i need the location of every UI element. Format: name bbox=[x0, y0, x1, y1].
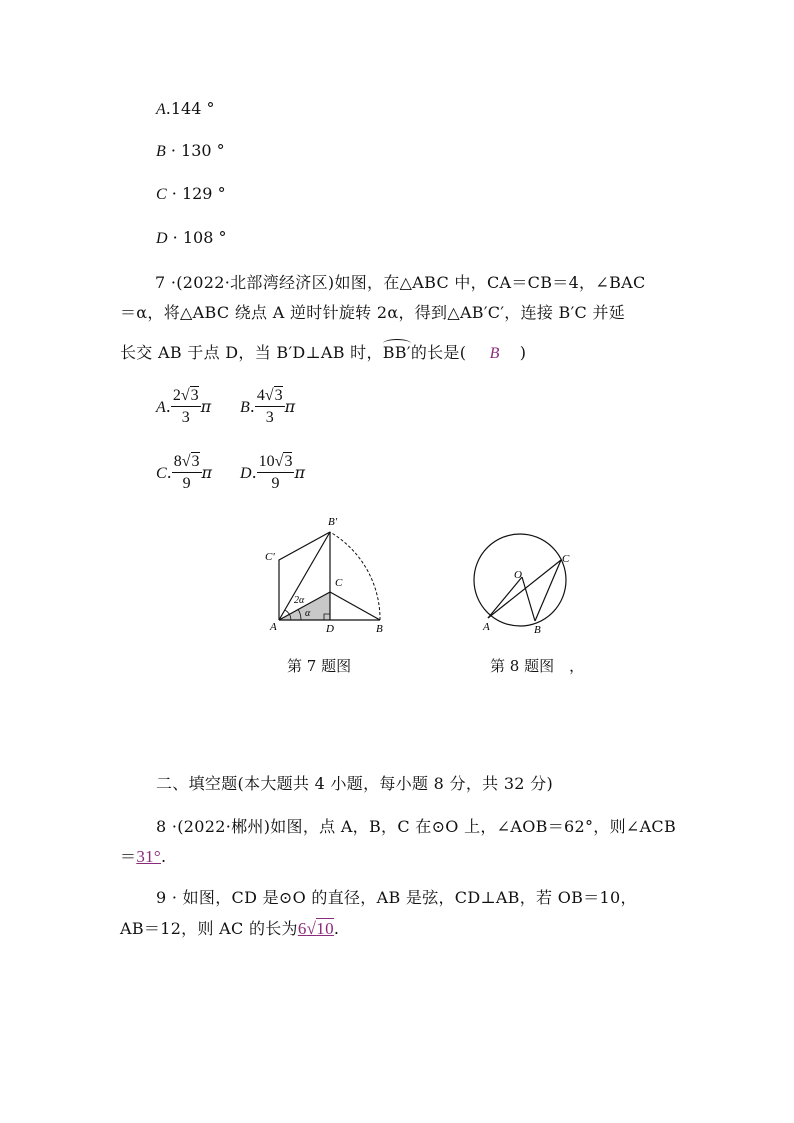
figure-8-caption: 第 8 题图 ， bbox=[490, 657, 585, 675]
num-root: 3 bbox=[190, 387, 199, 404]
option-letter: A bbox=[156, 101, 166, 118]
label-a: A bbox=[483, 621, 490, 633]
section-heading-fill-in: 二、填空题(本大题共 4 小题，每小题 8 分，共 32 分) bbox=[156, 774, 554, 793]
pi-symbol: π bbox=[201, 463, 213, 482]
option-letter: D bbox=[240, 465, 252, 482]
pi-symbol: π bbox=[200, 397, 212, 416]
pi-symbol: π bbox=[284, 397, 296, 416]
q9-line-2 bbox=[120, 916, 339, 939]
num-root: 3 bbox=[284, 453, 293, 470]
q6-option-b bbox=[156, 141, 225, 161]
fraction: $\frac{10√3}{9}$ bbox=[257, 452, 295, 495]
num-coef: 2 bbox=[172, 387, 181, 404]
label-a: A bbox=[270, 621, 277, 633]
q7-option-c: C. $\frac{8√3}{9}$ π bbox=[156, 452, 212, 495]
denominator: 9 bbox=[271, 475, 280, 492]
q6-option-c bbox=[156, 184, 226, 204]
denominator: 3 bbox=[181, 409, 190, 426]
q9-line2-pre: AB＝12，则 AC 的长为 bbox=[120, 919, 298, 938]
q7-option-a: A. $\frac{2√3}{3}$ π bbox=[156, 386, 211, 429]
q7-option-d: D. $\frac{10√3}{9}$ π bbox=[240, 452, 305, 495]
option-value: 129 ° bbox=[181, 184, 226, 203]
figure-7-caption: 第 7 题图 bbox=[287, 657, 352, 675]
q8-line2-post: . bbox=[161, 847, 167, 866]
label-alpha: α bbox=[305, 608, 311, 619]
option-value: 108 ° bbox=[182, 228, 227, 247]
q8-line-1: 8 ·(2022·郴州)如图，点 A，B，C 在⊙O 上，∠AOB＝62°，则∠ACB bbox=[156, 817, 677, 836]
option-letter: B bbox=[240, 399, 250, 416]
q9-answer: 6√10 bbox=[297, 919, 334, 938]
option-letter: C bbox=[156, 186, 167, 203]
option-letter: D bbox=[156, 230, 168, 247]
option-letter: C bbox=[156, 465, 167, 482]
q7-line-2: ＝α，将△ABC 绕点 A 逆时针旋转 2α，得到△AB′C′，连接 B′C 并延 bbox=[120, 303, 626, 322]
q6-option-a bbox=[156, 99, 215, 119]
num-coef: 8 bbox=[173, 453, 182, 470]
num-coef: 10 bbox=[258, 453, 275, 470]
denominator: 3 bbox=[265, 409, 274, 426]
fraction: $\frac{2√3}{3}$ bbox=[171, 386, 201, 429]
label-c-prime: C′ bbox=[265, 551, 275, 563]
option-letter: B bbox=[156, 143, 166, 160]
label-d: D bbox=[326, 623, 334, 635]
q7-line-3 bbox=[120, 340, 526, 363]
option-sep: · bbox=[167, 228, 183, 247]
q7-option-b: B. $\frac{4√3}{3}$ π bbox=[240, 386, 295, 429]
segment-ac bbox=[488, 560, 561, 618]
label-b: B bbox=[376, 623, 383, 635]
pi-symbol: π bbox=[294, 463, 305, 482]
label-o: O bbox=[514, 569, 522, 581]
option-sep: · bbox=[166, 184, 182, 203]
q7-answer: B bbox=[489, 345, 500, 362]
option-sep: . bbox=[165, 99, 171, 118]
option-letter: A bbox=[156, 399, 166, 416]
arc-bb-prime: BB′ bbox=[382, 343, 411, 362]
label-b: B bbox=[534, 624, 541, 636]
denominator: 9 bbox=[182, 475, 191, 492]
option-value: 130 ° bbox=[181, 141, 225, 160]
q7-line3-pre: 长交 AB 于点 D，当 B′D⊥AB 时， bbox=[120, 343, 383, 362]
q9-answer-coef: 6 bbox=[297, 919, 307, 938]
label-c: C bbox=[335, 577, 343, 589]
num-root: 3 bbox=[274, 387, 283, 404]
q7-line3-post: 的长是( bbox=[410, 343, 467, 362]
option-value: 144 ° bbox=[170, 99, 215, 118]
q7-line-1: 7 ·(2022·北部湾经济区)如图，在△ABC 中，CA＝CB＝4，∠BAC bbox=[155, 273, 646, 292]
q6-option-d bbox=[156, 228, 226, 248]
q9-line2-post: . bbox=[333, 919, 340, 938]
num-coef: 4 bbox=[256, 387, 265, 404]
q8-line2-pre: ＝ bbox=[120, 847, 137, 866]
q8-answer: 31° bbox=[136, 847, 162, 866]
label-b-prime: B′ bbox=[328, 516, 338, 528]
label-c: C bbox=[562, 553, 570, 565]
segment-cb bbox=[330, 592, 380, 620]
fraction: $\frac{8√3}{9}$ bbox=[172, 452, 202, 495]
segment-ob bbox=[522, 577, 535, 621]
fraction: $\frac{4√3}{3}$ bbox=[255, 386, 285, 429]
segment-bc bbox=[535, 560, 561, 621]
figure-8-diagram bbox=[466, 532, 576, 636]
figure-7-diagram bbox=[258, 512, 394, 636]
num-root: 3 bbox=[191, 453, 200, 470]
arc-bb-prime-dashed bbox=[330, 532, 380, 620]
segment-oa bbox=[488, 577, 522, 618]
q9-line-1: 9 · 如图，CD 是⊙O 的直径，AB 是弦，CD⊥AB，若 OB＝10， bbox=[156, 888, 637, 907]
option-sep: · bbox=[165, 141, 182, 160]
q8-line-2 bbox=[120, 844, 166, 867]
q7-close-paren: ) bbox=[519, 343, 527, 362]
q9-answer-root: 10 bbox=[316, 919, 334, 938]
label-two-alpha: 2α bbox=[294, 595, 305, 606]
